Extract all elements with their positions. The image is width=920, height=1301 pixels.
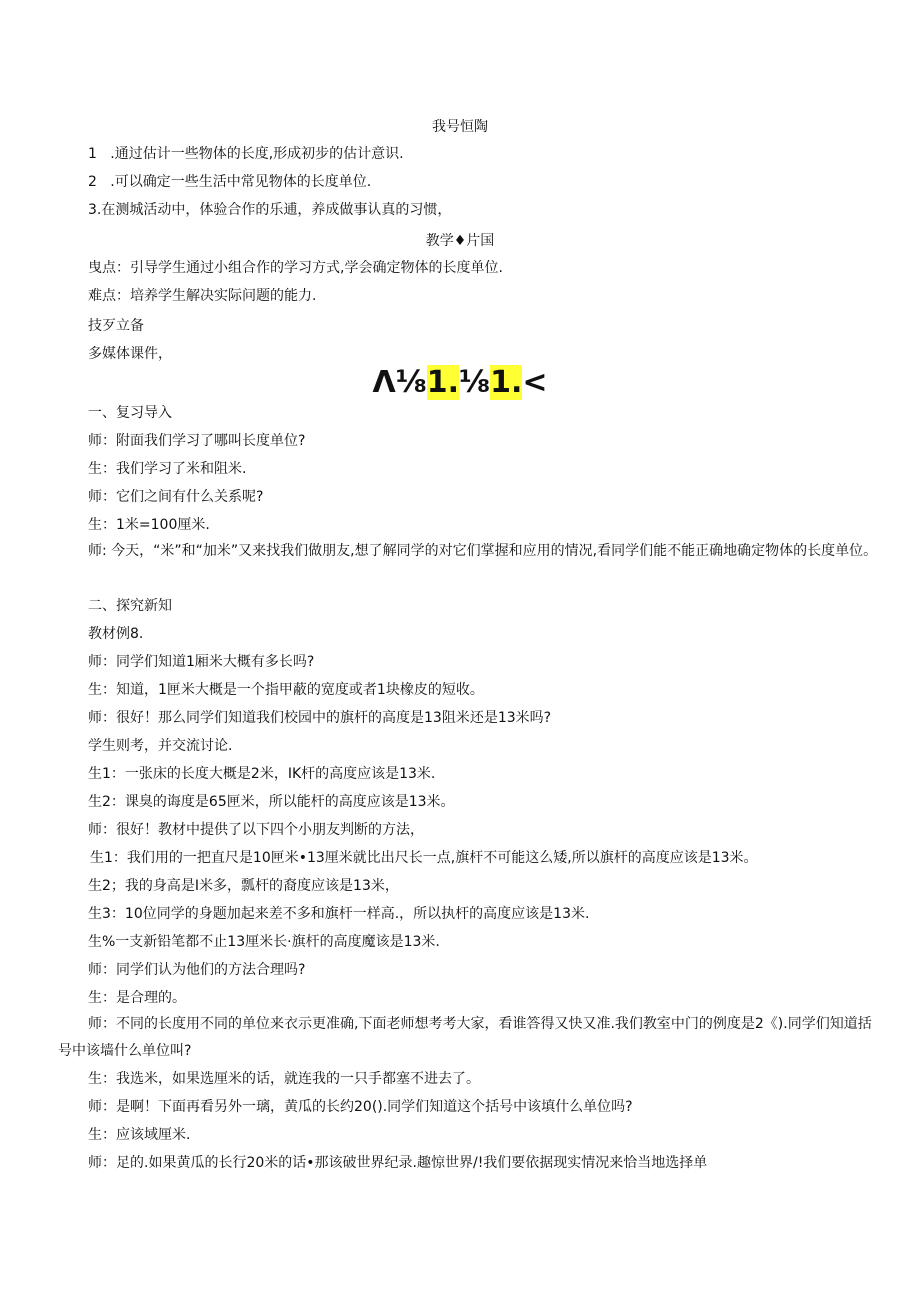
dialogue-line: 生3：10位同学的身题加起来差不多和旗杆一样高.，所以执杆的高度应该是13米. [88, 906, 590, 922]
banner-highlight: 1. [490, 365, 523, 400]
banner-part: Λ⅛ [372, 365, 427, 400]
section-title-teaching: 教学♦片国 [425, 233, 495, 249]
dialogue-line: 生：是合理的。 [88, 990, 186, 1006]
dialogue-line: 生%一支新铅笔都不止13厘米长·旗杆的高度魔该是13米. [88, 934, 440, 950]
dialogue-line: 生1：一张床的长度大概是2米，IK杆的高度应该是13米. [88, 766, 436, 782]
dialogue-line: 学生则考，并交流讨论. [88, 738, 233, 754]
dialogue-line: 师：是啊！下面再看另外一璃，黄瓜的长约20().同学们知道这个括号中该填什么单位吗? [88, 1099, 633, 1115]
goal-item-2: 2 .可以确定一些生活中常见物体的长度单位. [88, 174, 372, 190]
dialogue-line: 生：我选米，如果选厘米的话，就连我的一只手都塞不进去了。 [88, 1071, 480, 1087]
dialogue-line: 生：1米=100厘米. [88, 517, 210, 533]
preparation-heading: 技歹立备 [88, 318, 144, 334]
preparation-text: 多媒体课件， [88, 346, 172, 362]
dialogue-line: 师：很好！那么同学们知道我们校园中的旗杆的高度是13阻米还是13米吗? [88, 710, 552, 726]
dialogue-paragraph: 师：不同的长度用不同的单位来衣示更准确,下面老师想考考大家，看谁答得又快又准.我们教室中门的例度是2《).同学们知道括号中该墙什么单位叫? [58, 1016, 872, 1059]
dialogue-line: 师：足的.如果黄瓜的长行20米的话•那该破世界纪录.趣惊世界/!我们要依据现实情况来恰当地选择单 [88, 1155, 708, 1171]
section-heading-explore: 二、探究新知 [88, 598, 172, 614]
banner-part: ⅛ [459, 365, 491, 400]
dialogue-line: 生2；我的身高是I米多，瓢杆的裔度应该是13米， [88, 878, 399, 894]
section-title-goals: 我号恒陶 [432, 119, 488, 135]
dialogue-line: 师：很好！教材中提供了以下四个小朋友判断的方法， [88, 822, 424, 838]
dialogue-line: 生：知道，1匣米大概是一个指甲蔽的宽度或者1块橡皮的短收。 [88, 682, 484, 698]
banner-highlight: 1. [426, 365, 460, 400]
dialogue-line: 生：应该域厘米. [88, 1127, 191, 1143]
goal-item-1: 1 .通过估计一些物体的长度,形成初步的估计意识. [88, 146, 404, 162]
dialogue-paragraph: 师: 今天，“米”和“加米”又来找我们做朋友,想了解同学的对它们掌握和应用的情况,看同学们能不能正确地确定物体的长度单位。 [88, 543, 878, 559]
dialogue-line: 师：附面我们学习了哪叫长度单位? [88, 433, 306, 449]
dialogue-line: 生1：我们用的一把直尺是10匣米•13厘米就比出尺长一点,旗杆不可能这么矮,所以旗杆的高度应该是13米。 [90, 850, 758, 866]
banner-part: < [522, 365, 548, 400]
dialogue-line: 师：同学们知道1厢米大概有多长吗? [88, 654, 315, 670]
dialogue-line: 生2：课臭的诲度是65匣米，所以能杆的高度应该是13米。 [88, 794, 455, 810]
dialogue-line: 师：同学们认为他们的方法合理吗? [88, 962, 306, 978]
key-point: 曳点：引导学生通过小组合作的学习方式,学会确定物体的长度单位. [88, 260, 503, 276]
dialogue-line: 生：我们学习了米和阻米. [88, 461, 247, 477]
garbled-banner [0, 366, 920, 400]
difficulty-point: 难点：培养学生解决实际问题的能力. [88, 288, 317, 304]
goal-item-3: 3.在测城活动中，体验合作的乐逋，养成做事认真的习惯， [88, 202, 452, 218]
section-heading-review: 一、复习导入 [88, 405, 172, 421]
dialogue-line: 师：它们之间有什么关系呢? [88, 489, 264, 505]
textbook-example: 教材例8. [88, 626, 144, 642]
